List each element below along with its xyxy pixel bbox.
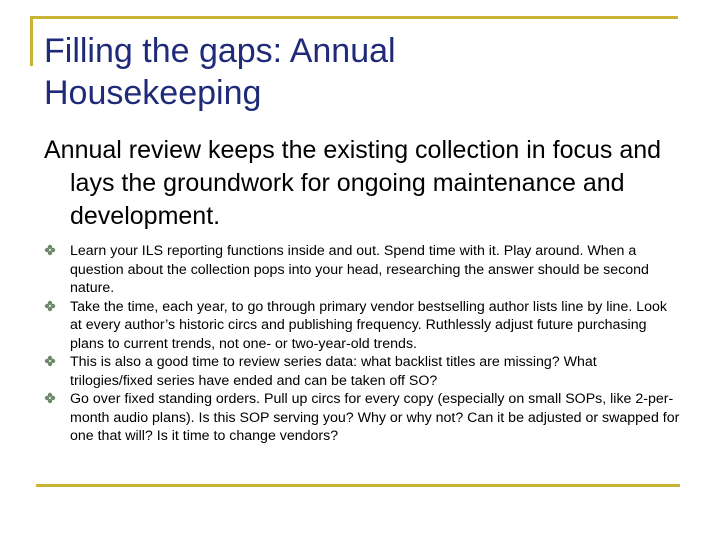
bullet-list bbox=[44, 242, 680, 446]
diamond-bullet-icon bbox=[44, 244, 56, 256]
slide-title-line-2: Housekeeping bbox=[44, 74, 262, 112]
top-accent-rule bbox=[30, 16, 678, 19]
slide-title bbox=[44, 30, 664, 114]
left-accent-rule bbox=[30, 16, 33, 66]
list-item bbox=[44, 298, 680, 354]
bullet-text: Go over fixed standing orders. Pull up circs for every copy (especially on small SOPs, like 2-per-month audio plans). Is this SOP serving you? Why or why not? Can it be adjusted or swapped for one that will? Is it time to change vendors? bbox=[70, 391, 680, 444]
bullet-text: Take the time, each year, to go through primary vendor bestselling author lists line by line. Look at every author’s historic circs and publishing frequency. Ruthlessly adjust future purchasing plans to current trends, not one- or two-year-old trends. bbox=[70, 298, 667, 352]
diamond-bullet-icon bbox=[44, 355, 56, 367]
bullet-text: This is also a good time to review series data: what backlist titles are missing? What trilogies/fixed series have ended and can be taken off SO? bbox=[70, 354, 597, 389]
diamond-bullet-icon bbox=[44, 300, 56, 312]
bullet-text: Learn your ILS reporting functions inside and out. Spend time with it. Play around. When a question about the collection pops into your head, researching the answer should be second nature. bbox=[70, 243, 649, 296]
bottom-accent-rule bbox=[36, 484, 680, 487]
list-item bbox=[44, 353, 680, 390]
lead-paragraph: Annual review keeps the existing collection in focus and lays the groundwork for ongoing maintenance and development. bbox=[44, 136, 662, 230]
list-item bbox=[44, 242, 680, 298]
list-item bbox=[44, 390, 680, 446]
slide-title-line-1: Filling the gaps: Annual bbox=[44, 32, 396, 70]
diamond-bullet-icon bbox=[44, 392, 56, 404]
